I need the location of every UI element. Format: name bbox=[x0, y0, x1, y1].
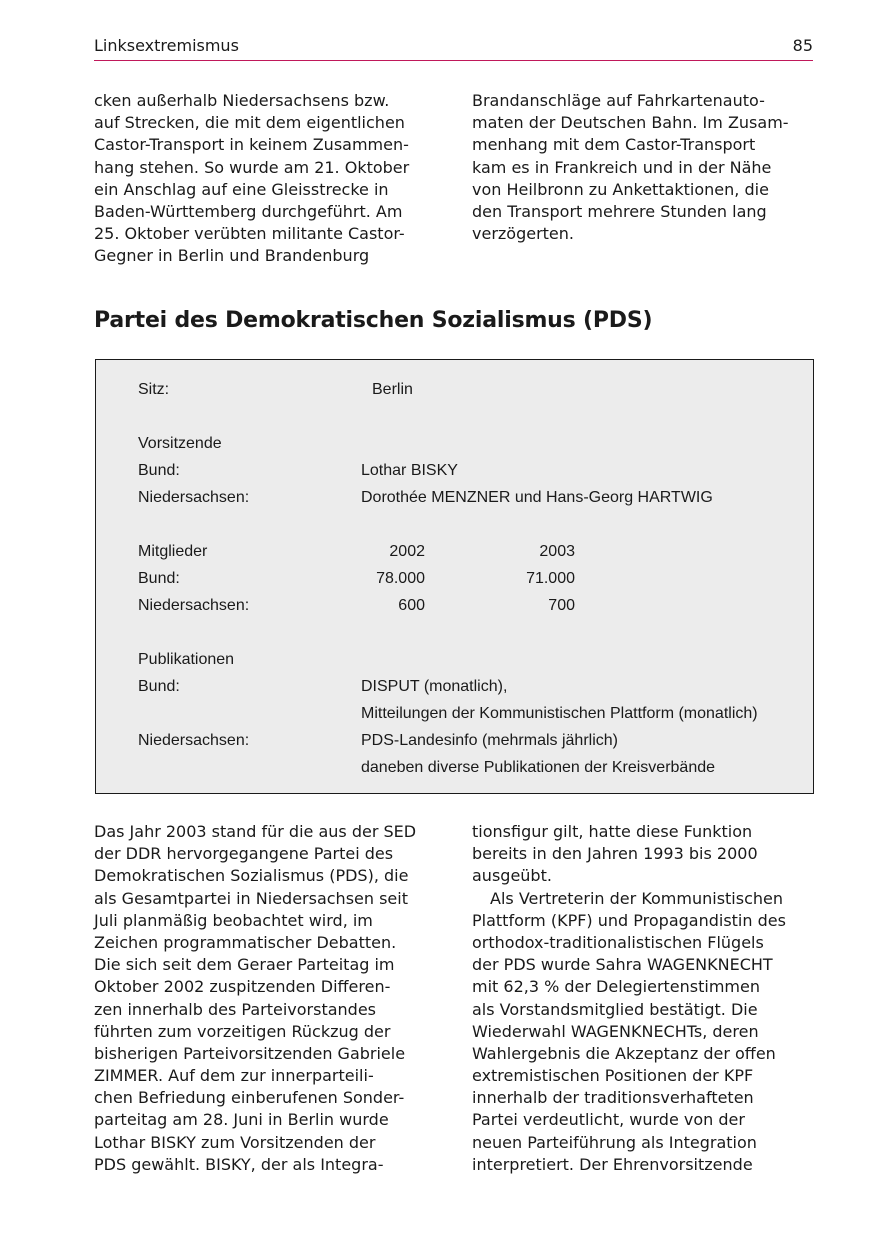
vorsitzende-label: Vorsitzende bbox=[138, 435, 222, 452]
text-line: Partei verdeutlicht, wurde von der bbox=[472, 1110, 745, 1130]
text-line: Oktober 2002 zuspitzenden Differen- bbox=[94, 977, 391, 997]
text-line: der PDS wurde Sahra WAGENKNECHT bbox=[472, 955, 773, 975]
bund-members-2003: 71.000 bbox=[526, 570, 575, 587]
text-line: mit 62,3 % der Delegiertenstimmen bbox=[472, 977, 760, 997]
text-line: neuen Parteiführung als Integration bbox=[472, 1132, 757, 1152]
text-line: kam es in Frankreich und in der Nähe bbox=[472, 157, 772, 177]
text-line: Gegner in Berlin und Brandenburg bbox=[94, 246, 370, 266]
text-line: Wiederwahl WAGENKNECHTs, deren bbox=[472, 1021, 759, 1041]
bund-label: Bund: bbox=[138, 570, 180, 587]
bund-members-2002: 78.000 bbox=[376, 570, 425, 587]
year-2003: 2003 bbox=[539, 543, 575, 560]
party-info-box bbox=[95, 359, 814, 794]
text-line: Juli planmäßig beobachtet wird, im bbox=[94, 910, 373, 930]
text-line: Als Vertreterin der Kommunistischen bbox=[490, 888, 784, 908]
top-left-column bbox=[94, 90, 409, 268]
nds-members-2003: 700 bbox=[548, 597, 575, 614]
bund-label: Bund: bbox=[138, 462, 180, 479]
text-line: cken außerhalb Niedersachsens bzw. bbox=[94, 91, 390, 110]
text-line: innerhalb der traditionsverhafteten bbox=[472, 1088, 754, 1108]
text-line: von Heilbronn zu Ankettaktionen, die bbox=[472, 179, 769, 199]
nds-members-2002: 600 bbox=[398, 597, 425, 614]
text-line: als Gesamtpartei in Niedersachsen seit bbox=[94, 888, 408, 908]
text-line: Das Jahr 2003 stand für die aus der SED bbox=[94, 822, 417, 841]
publikationen-label: Publikationen bbox=[138, 651, 235, 668]
text-line: Brandanschläge auf Fahrkartenauto- bbox=[472, 91, 765, 110]
text-line: hang stehen. So wurde am 21. Oktober bbox=[94, 157, 410, 177]
text-line: maten der Deutschen Bahn. Im Zusam- bbox=[472, 113, 789, 133]
bottom-left-column bbox=[94, 821, 416, 1176]
text-line: chen Befriedung einberufenen Sonder- bbox=[94, 1088, 405, 1108]
nds-publication: PDS-Landesinfo (mehrmals jährlich) bbox=[361, 732, 618, 749]
text-line: ZIMMER. Auf dem zur innerparteili- bbox=[94, 1066, 374, 1086]
text-line: Zeichen programmatischer Debatten. bbox=[94, 932, 397, 952]
nds-publication: daneben diverse Publikationen der Kreisverbände bbox=[361, 759, 716, 776]
text-line: Wahlergebnis die Akzeptanz der offen bbox=[472, 1043, 776, 1063]
text-line: ausgeübt. bbox=[472, 866, 552, 886]
text-line: extremistischen Positionen der KPF bbox=[472, 1066, 754, 1086]
running-title: Linksextremismus bbox=[94, 36, 239, 55]
text-line: PDS gewählt. BISKY, der als Integra- bbox=[94, 1154, 384, 1174]
niedersachsen-label: Niedersachsen: bbox=[138, 732, 250, 749]
page-header bbox=[94, 36, 813, 58]
bund-label: Bund: bbox=[138, 678, 180, 695]
sitz-value: Berlin bbox=[372, 381, 413, 398]
section-heading: Partei des Demokratischen Sozialismus (PDS) bbox=[94, 308, 653, 333]
text-line: Die sich seit dem Geraer Parteitag im bbox=[94, 955, 395, 975]
text-line: der DDR hervorgegangene Partei des bbox=[94, 844, 394, 864]
text-line: Lothar BISKY zum Vorsitzenden der bbox=[94, 1132, 376, 1152]
text-line: parteitag am 28. Juni in Berlin wurde bbox=[94, 1110, 389, 1130]
bottom-right-column bbox=[472, 821, 786, 1176]
page-number: 85 bbox=[792, 36, 813, 55]
text-line: 25. Oktober verübten militante Castor- bbox=[94, 224, 405, 244]
text-line: bereits in den Jahren 1993 bis 2000 bbox=[472, 844, 758, 864]
niedersachsen-vorsitz: Dorothée MENZNER und Hans-Georg HARTWIG bbox=[361, 489, 713, 506]
mitglieder-label: Mitglieder bbox=[138, 543, 208, 560]
top-right-column bbox=[472, 90, 789, 245]
text-line: führten zum vorzeitigen Rückzug der bbox=[94, 1021, 391, 1041]
text-line: Plattform (KPF) und Propagandistin des bbox=[472, 910, 786, 930]
text-line: Demokratischen Sozialismus (PDS), die bbox=[94, 866, 409, 886]
text-line: tionsfigur gilt, hatte diese Funktion bbox=[472, 822, 753, 841]
bund-publication: DISPUT (monatlich), bbox=[361, 678, 508, 695]
text-line: den Transport mehrere Stunden lang bbox=[472, 201, 767, 221]
text-line: zen innerhalb des Parteivorstandes bbox=[94, 999, 376, 1019]
text-line: menhang mit dem Castor-Transport bbox=[472, 135, 756, 155]
niedersachsen-label: Niedersachsen: bbox=[138, 597, 250, 614]
text-line: verzögerten. bbox=[472, 224, 574, 244]
bund-publication: Mitteilungen der Kommunistischen Plattform (monatlich) bbox=[361, 705, 758, 722]
text-line: Castor-Transport in keinem Zusammen- bbox=[94, 135, 409, 155]
text-line: interpretiert. Der Ehrenvorsitzende bbox=[472, 1154, 753, 1174]
text-line: auf Strecken, die mit dem eigentlichen bbox=[94, 113, 405, 133]
header-rule bbox=[94, 60, 813, 61]
niedersachsen-label: Niedersachsen: bbox=[138, 489, 250, 506]
text-line: Baden-Württemberg durchgeführt. Am bbox=[94, 201, 403, 221]
sitz-label: Sitz: bbox=[138, 381, 170, 398]
year-2002: 2002 bbox=[389, 543, 425, 560]
text-line: als Vorstandsmitglied bestätigt. Die bbox=[472, 999, 758, 1019]
text-line: orthodox-traditionalistischen Flügels bbox=[472, 932, 764, 952]
bund-vorsitz: Lothar BISKY bbox=[361, 462, 458, 479]
text-line: bisherigen Parteivorsitzenden Gabriele bbox=[94, 1043, 406, 1063]
text-line: ein Anschlag auf eine Gleisstrecke in bbox=[94, 179, 389, 199]
